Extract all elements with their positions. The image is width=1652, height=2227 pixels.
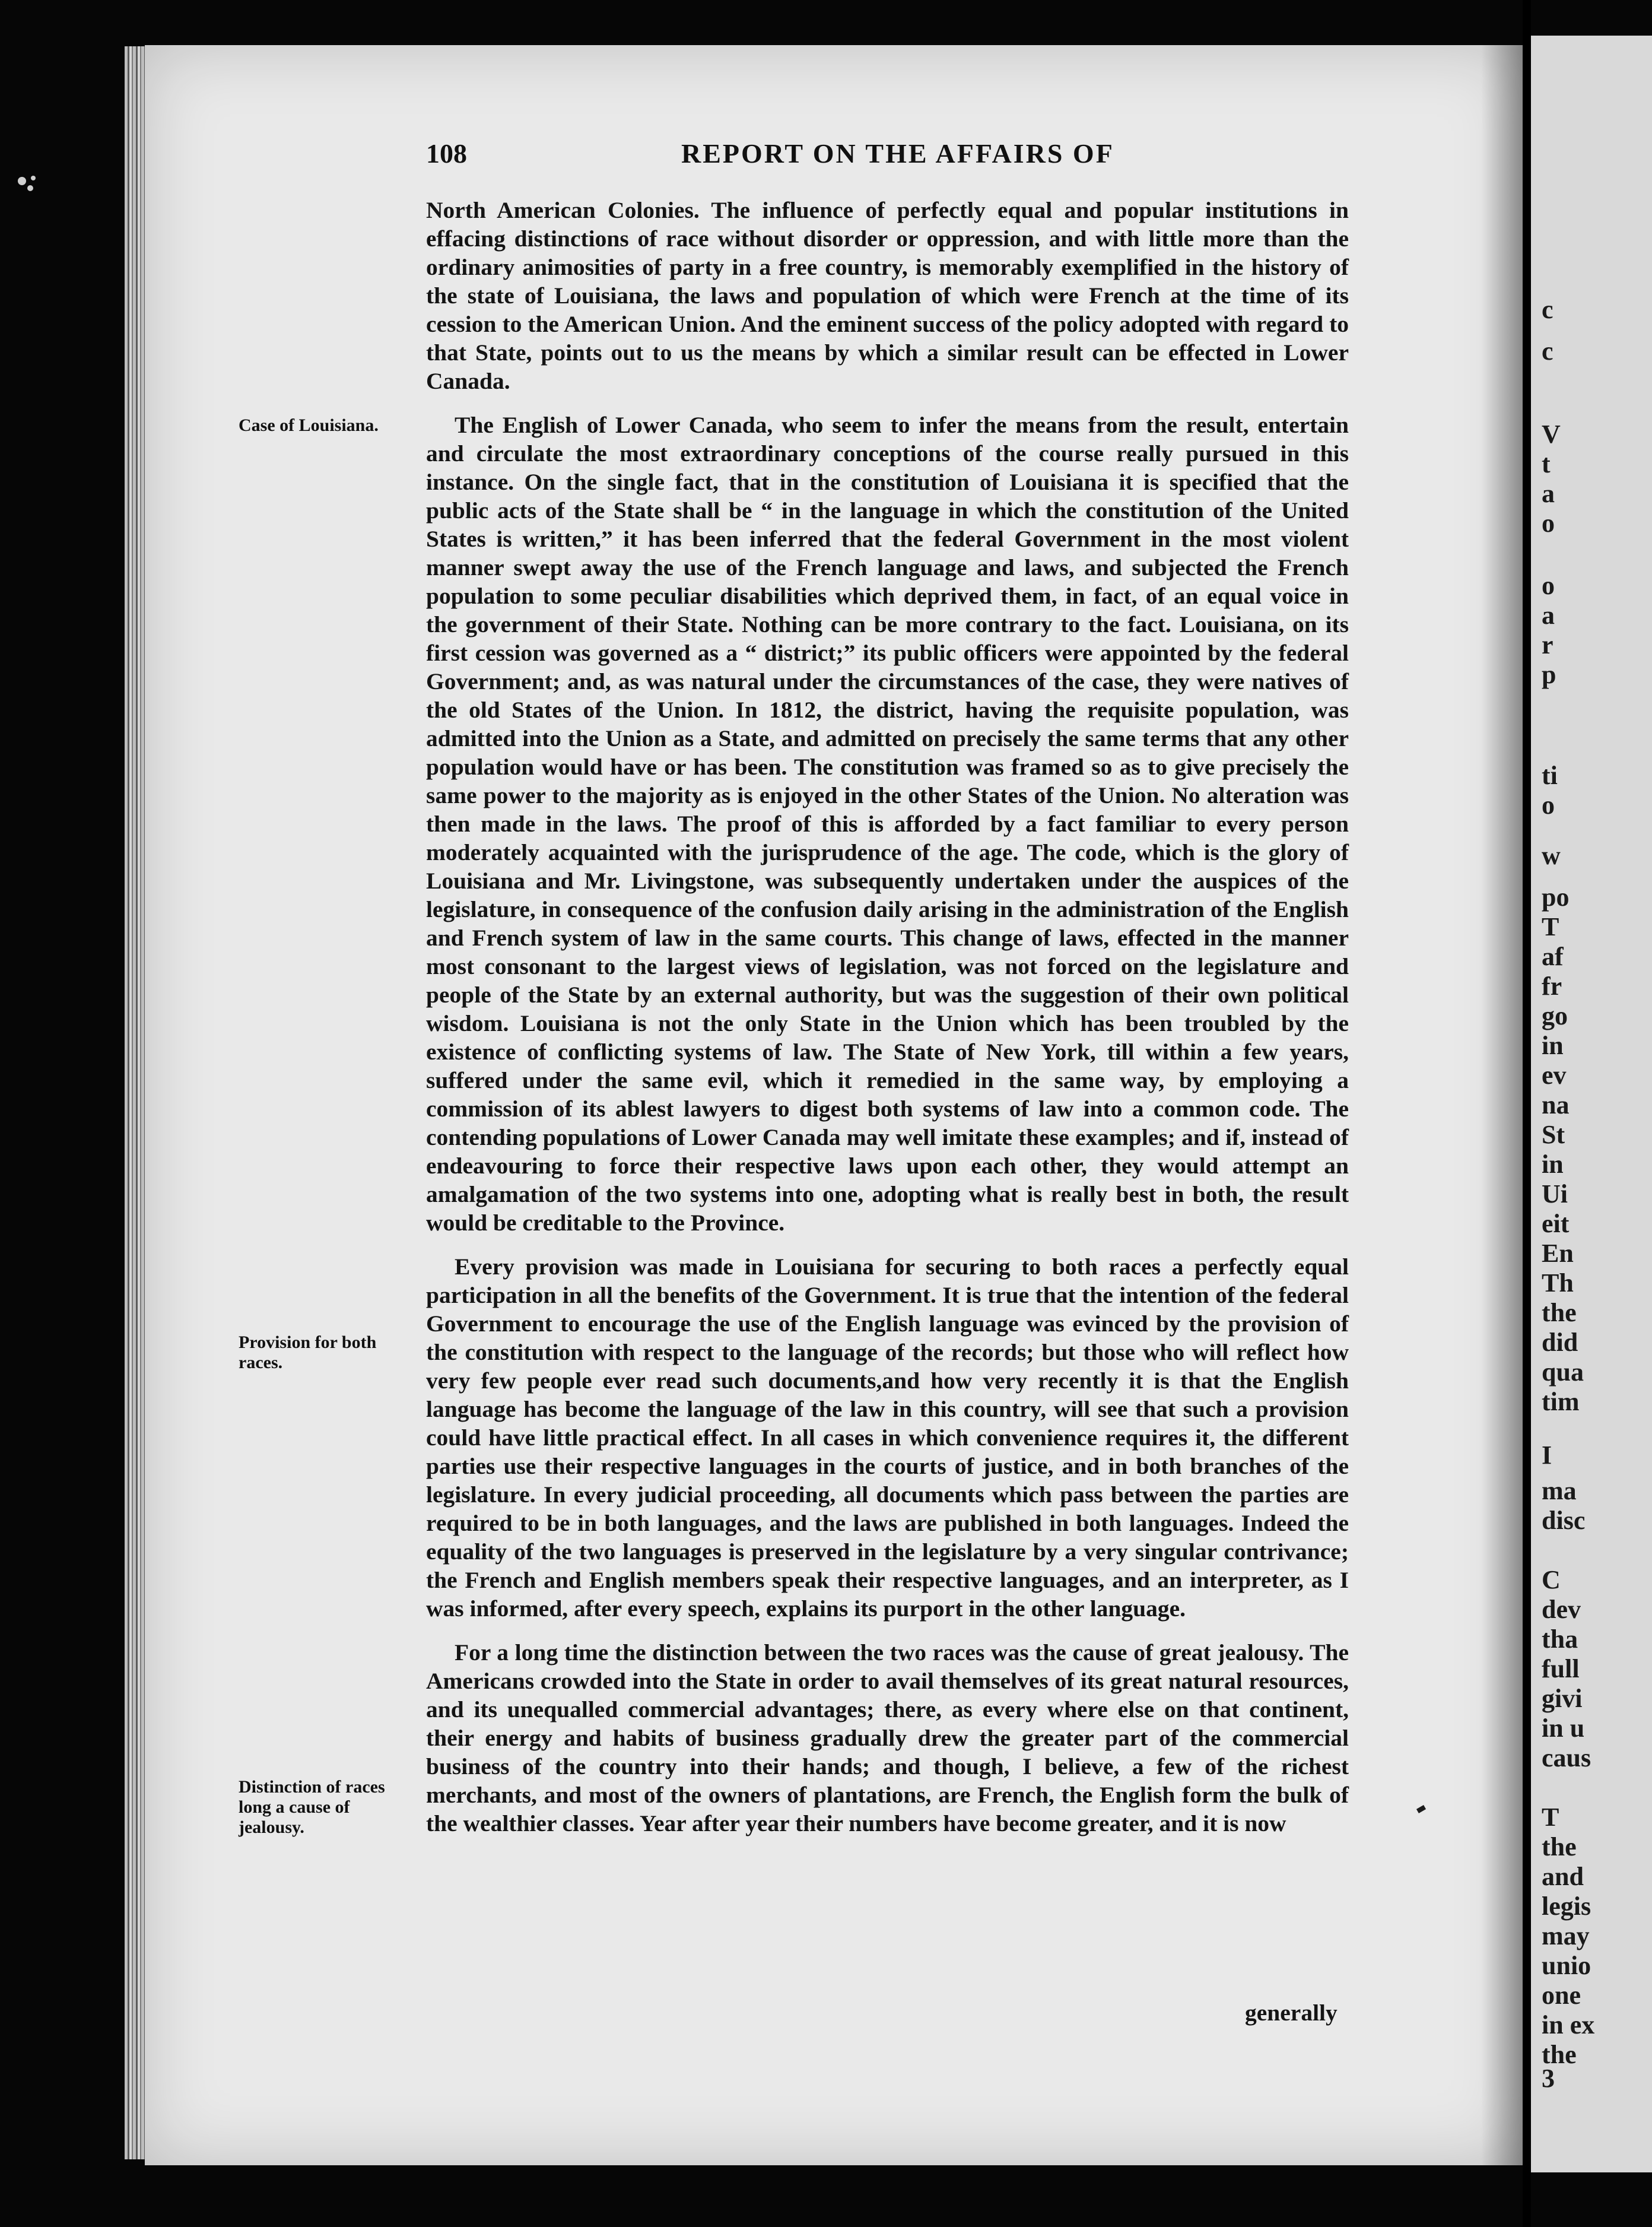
- sidenote-case-of-louisiana: Case of Louisiana.: [239, 415, 379, 435]
- page-number: 108: [426, 138, 467, 169]
- adjacent-page-text: c: [1542, 337, 1553, 366]
- dust-speck: [18, 177, 26, 185]
- book-gutter: [1523, 0, 1531, 2227]
- book-page-edges: [125, 46, 145, 2159]
- paragraph: The English of Lower Canada, who seem to infer the means from the result, entertain and circulate the most extraordinary conceptions of the course really pursued in this instance. On the single fact, that in the constitution of Louisiana it is specified that the public acts of the State shall be “ in the language in which the constitution of the United States is written,” it has been inferred that the federal Government in the most violent manner swept away the use of the French language and laws, and subjected the French population to some peculiar disabilities which deprived them, in fact, of an equal voice in the government of their State. Nothing can be more contrary to the fact. Louisiana, on its first cession was governed as a “ district;” its public officers were appointed by the federal Government; and, as was natural under the circumstances of the case, they were natives of the old States of the Union. In 1812, the district, having the requisite population, was admitted into the Union as a State, and admitted on precisely the same terms that any other population would have or has been. The constitution was framed so as to give precisely the same power to the majority as is enjoyed in the other States of the Union. No alteration was then made in the laws. The proof of this is afforded by a fact familiar to every person moderately acquainted with the jurisprudence of the age. The code, which is the glory of Louisiana and Mr. Livingstone, was subsequently undertaken under the auspices of the legislature, in consequence of the confusion daily arising in the administration of the English and French system of law in the same courts. This change of laws, effected in the manner most consonant to the largest views of legislation, was not forced on the legislature and people of the State by an external authority, but was the suggestion of their own political wisdom. Louisiana is not the only State in the Union which has been troubled by the existence of conflicting systems of law. The State of New York, till within a few years, suffered under the same evil, which it remedied in the same way, by employing a commission of its ablest lawyers to digest both systems of law into a common code. The contending populations of Lower Canada may well imitate these examples; and if, instead of endeavouring to force their respective laws upon each other, they would attempt an amalgamation of the two systems into one, adopting what is really best in both, the result would be creditable to the Province.: [426, 412, 1349, 1236]
- adjacent-page-text: may: [1542, 1921, 1590, 1950]
- paragraph: Every provision was made in Louisiana for securing to both races a perfectly equal participation in all the benefits of the Government. It is true that the intention of the federal Government to encourage the use of the English language was evinced by the provision of the constitution with respect to the language of the records; but those who will reflect how very few people ever read such documents,and how very recently it is that the English language has become the language of the law in this country, will see that such a provision could have little practical effect. In all cases in which convenience requires it, the different parties use their respective languages in the courts of justice, and in both branches of the legislature. In every judicial proceeding, all documents which pass between the parties are required to be in both languages, and the laws are published in both languages. Indeed the equality of the two languages is preserved in the legislature by a very singular contrivance; the French and English members speak their respective languages, and an interpreter, as I was informed, after every speech, explains its purport in the other language.: [426, 1254, 1349, 1622]
- adjacent-page-text: c: [1542, 295, 1553, 324]
- adjacent-page-text: o: [1542, 509, 1555, 538]
- adjacent-page-text: V: [1542, 420, 1561, 449]
- paragraph: North American Colonies. The influence of perfectly equal and popular institutions in effacing distinctions of race without disorder or oppression, and with little more than the ordinary animosities of party in a free country, is memorably exemplified in the history of the state of Louisiana, the laws and population of which were French at the time of its cession to the American Union. And the eminent success of the policy adopted with regard to that State, points out to us the means by which a similar result can be effected in Lower Canada.: [426, 197, 1349, 394]
- adjacent-page-text: na: [1542, 1090, 1570, 1119]
- main-text: [426, 196, 1349, 1838]
- sidenote-distinction-of-races: Distinction of races long a cause of jealousy.: [239, 1777, 385, 1837]
- adjacent-page-text: af: [1542, 942, 1564, 971]
- adjacent-page-text: eit: [1542, 1209, 1570, 1238]
- adjacent-page-text: p: [1542, 660, 1556, 689]
- adjacent-page-text: unio: [1542, 1951, 1591, 1980]
- adjacent-page-text: the: [1542, 1298, 1577, 1327]
- paragraph: For a long time the distinction between the two races was the cause of great jealousy. The Americans crowded into the State in order to avail themselves of its great natural resources, and its unequalled commercial advantages; there, as every where else on that continent, their energy and habits of business gradually drew the greater part of the commercial business of the country into their hands; and though, I believe, a few of the richest merchants, and most of the owners of plantations, are French, the English form the bulk of the wealthier classes. Year after year their numbers have become greater, and it is now: [426, 1639, 1349, 1836]
- adjacent-page-text: Th: [1542, 1268, 1574, 1298]
- adjacent-page-text: tim: [1542, 1387, 1580, 1416]
- dust-speck: [31, 176, 36, 180]
- adjacent-page-text: o: [1542, 791, 1555, 820]
- adjacent-page-text: the: [1542, 1832, 1577, 1861]
- adjacent-page-text: go: [1542, 1001, 1568, 1030]
- adjacent-page-text: did: [1542, 1328, 1578, 1357]
- adjacent-page-text: and: [1542, 1862, 1584, 1891]
- adjacent-page-text: C: [1542, 1565, 1561, 1594]
- adjacent-page-text: tha: [1542, 1625, 1578, 1654]
- page-header: [426, 138, 1349, 179]
- catchword: generally: [1245, 2000, 1338, 2026]
- adjacent-page-text: caus: [1542, 1743, 1591, 1772]
- adjacent-page-text: ev: [1542, 1061, 1567, 1090]
- adjacent-page-text: t: [1542, 449, 1551, 478]
- adjacent-page-text: r: [1542, 630, 1553, 659]
- adjacent-page-text: qua: [1542, 1357, 1584, 1387]
- adjacent-page-text: En: [1542, 1239, 1574, 1268]
- adjacent-page-text: 3: [1542, 2064, 1555, 2093]
- adjacent-page-text: T: [1542, 912, 1559, 941]
- adjacent-page-text: in u: [1542, 1714, 1585, 1743]
- dust-speck: [27, 185, 33, 191]
- running-head: REPORT ON THE AFFAIRS OF: [681, 138, 1114, 169]
- adjacent-page-text: full: [1542, 1654, 1580, 1683]
- adjacent-page-fragment: [1531, 36, 1652, 2172]
- adjacent-page-text: ti: [1542, 761, 1558, 790]
- adjacent-page-text: the: [1542, 2040, 1577, 2069]
- adjacent-page-text: legis: [1542, 1892, 1591, 1921]
- adjacent-page-text: ma: [1542, 1476, 1577, 1505]
- adjacent-page-text: fr: [1542, 972, 1562, 1001]
- adjacent-page-text: Ui: [1542, 1179, 1568, 1208]
- adjacent-page-text: I: [1542, 1441, 1552, 1470]
- adjacent-page-text: givi: [1542, 1684, 1583, 1713]
- adjacent-page-text: in ex: [1542, 2010, 1595, 2039]
- adjacent-page-text: dev: [1542, 1595, 1581, 1624]
- adjacent-page-text: o: [1542, 571, 1555, 600]
- adjacent-page-text: a: [1542, 479, 1555, 508]
- adjacent-page-text: a: [1542, 601, 1555, 630]
- adjacent-page-text: disc: [1542, 1506, 1586, 1535]
- adjacent-page-text: po: [1542, 883, 1570, 912]
- adjacent-page-text: St: [1542, 1120, 1565, 1149]
- adjacent-page-text: T: [1542, 1803, 1559, 1832]
- sidenote-provision-for-both-races: Provision for both races.: [239, 1333, 377, 1372]
- adjacent-page-text: in: [1542, 1031, 1564, 1060]
- adjacent-page-text: one: [1542, 1981, 1581, 2010]
- adjacent-page-text: in: [1542, 1150, 1564, 1179]
- adjacent-page-text: w: [1542, 841, 1561, 870]
